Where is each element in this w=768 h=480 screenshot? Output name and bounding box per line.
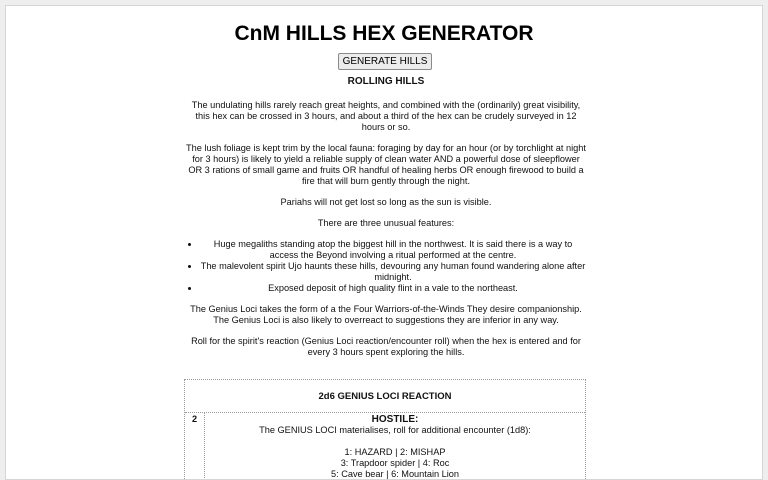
roll-instructions: Roll for the spirit's reaction (Genius Loci reaction/encounter roll) when the hex is entered and for every 3 hours spent exploring the hills. — [191, 336, 581, 357]
table-row — [185, 413, 585, 480]
hex-pariahs: Pariahs will not get lost so long as the sun is visible. — [280, 197, 492, 207]
list-item: • The malevolent spirit Ujo haunts these hills, devouring any human found wandering alone after midnight. — [200, 261, 586, 283]
spacer — [205, 436, 585, 447]
page-title: CnM HILLS HEX GENERATOR — [234, 22, 534, 45]
reaction-result — [205, 413, 585, 480]
page — [5, 5, 763, 480]
reaction-text: The GENIUS LOCI materialises, roll for additional encounter (1d8): — [259, 425, 531, 435]
features-intro: There are three unusual features: — [317, 218, 455, 228]
encounter-option: 3: Trapdoor spider | 4: Roc — [340, 458, 450, 468]
features-list — [186, 239, 586, 294]
hex-overview: The undulating hills rarely reach great heights, and combined with the (ordinarily) great visibility, this hex can be crossed in 3 hours, and about a third of the hex can be crudely surveyed in 12 hours or so. — [191, 100, 581, 132]
list-item: • Huge megaliths standing atop the biggest hill in the northwest. It is said there is a way to access the Beyond involving a ritual performed at the centre. — [200, 239, 586, 261]
encounter-option: 1: HAZARD | 2: MISHAP — [344, 447, 446, 457]
genius-loci-description: The Genius Loci takes the form of a the Four Warriors-of-the-Winds They desire companionship. The Genius Loci is also likely to overreact to suggestions they are inferior in any way. — [190, 304, 582, 325]
generate-hills-button[interactable]: GENERATE HILLS — [338, 53, 432, 70]
list-item: • Exposed deposit of high quality flint in a vale to the northeast. — [200, 283, 586, 294]
hex-foraging: The lush foliage is kept trim by the local fauna: foraging by day for an hour (or by torchlight at night for 3 hours) is likely to yield a reliable supply of clean water AND a powerful dose of sleepflower OR 3 rations of small game and fruits OR handful of healing herbs OR enough firewood to build a fire that will burn gently through the night. — [186, 143, 586, 186]
hex-name: ROLLING HILLS — [347, 76, 425, 87]
table-header: 2d6 GENIUS LOCI REACTION — [185, 380, 585, 413]
hex-description — [186, 76, 586, 368]
reaction-table — [184, 379, 586, 480]
reaction-heading: HOSTILE: — [371, 414, 419, 425]
roll-value: 2 — [185, 413, 205, 480]
encounter-option: 5: Cave bear | 6: Mountain Lion — [330, 469, 460, 479]
